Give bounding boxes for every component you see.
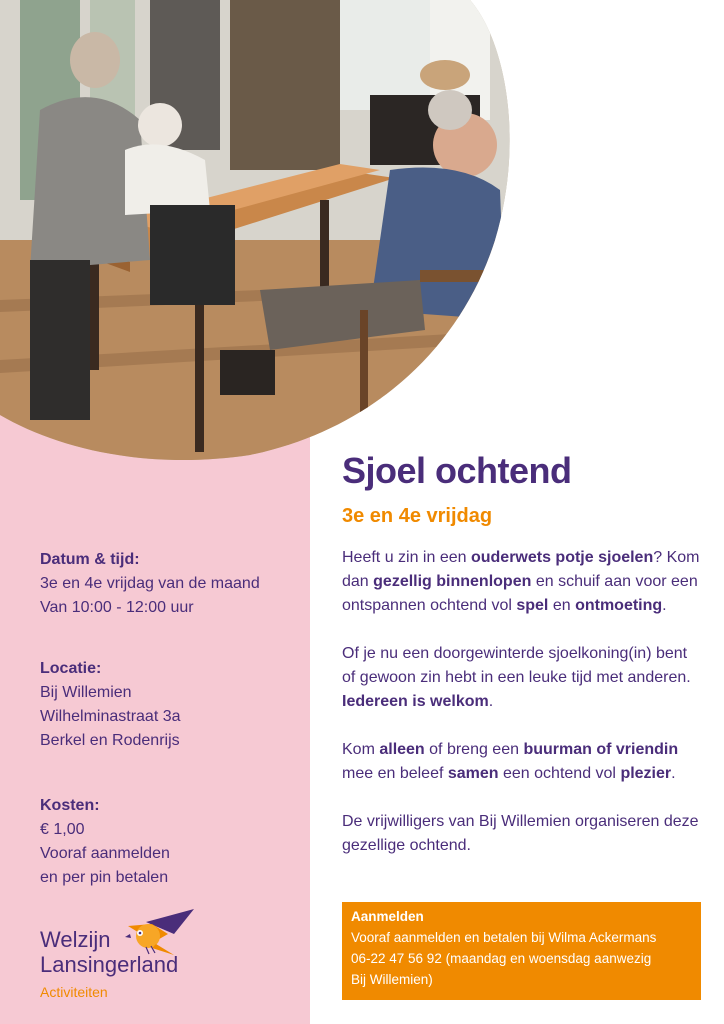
welzijn-logo [40,910,240,1010]
kosten-label: Kosten: [40,797,100,814]
locatie-line-3: Berkel en Rodenrijs [40,732,180,749]
sjoel-photo [0,0,724,470]
logo-line-1: Welzijn [40,927,111,952]
kosten-block [40,794,170,890]
logo-line-2: Lansingerland [40,952,179,977]
logo-line-3: Activiteiten [40,984,108,1000]
welcome-paragraph: Of je nu een doorgewinterde sjoelkoning(in) bent of gewoon zin hebt in een leuke tijd met anderen. Iedereen is welkom. [342,645,691,710]
invite-paragraph: Kom alleen of breng een buurman of vriendin mee en beleef samen een ochtend vol plezier. [342,741,679,782]
intro-paragraph: Heeft u zin in een ouderwets potje sjoelen? Kom dan gezellig binnenlopen en schuif aan voor een ontspannen ochtend vol spel en ontmoeting. [342,549,700,614]
aanmelden-title: Aanmelden [351,909,424,924]
datum-label: Datum & tijd: [40,551,140,568]
aanmelden-line-1: Vooraf aanmelden en betalen bij Wilma Ackermans [351,930,657,945]
datum-line-1: 3e en 4e vrijdag van de maand [40,575,260,592]
kosten-line-1: € 1,00 [40,821,85,838]
datum-block [40,548,260,620]
volunteers-paragraph: De vrijwilligers van Bij Willemien organiseren deze gezellige ochtend. [342,813,699,854]
locatie-line-1: Bij Willemien [40,684,132,701]
aanmelden-line-3: Bij Willemien) [351,972,433,987]
kosten-line-2: Vooraf aanmelden [40,845,170,862]
page-title: Sjoel ochtend [342,450,572,491]
aanmelden-box [342,902,701,1000]
aanmelden-line-2: 06-22 47 56 92 (maandag en woensdag aanwezig [351,951,652,966]
locatie-label: Locatie: [40,660,102,677]
bird-icon [122,908,200,958]
page-subtitle: 3e en 4e vrijdag [342,505,493,527]
kosten-line-3: en per pin betalen [40,869,169,886]
locatie-block [40,657,181,753]
datum-line-2: Van 10:00 - 12:00 uur [40,599,194,616]
body-text [342,546,702,882]
locatie-line-2: Wilhelminastraat 3a [40,708,181,725]
